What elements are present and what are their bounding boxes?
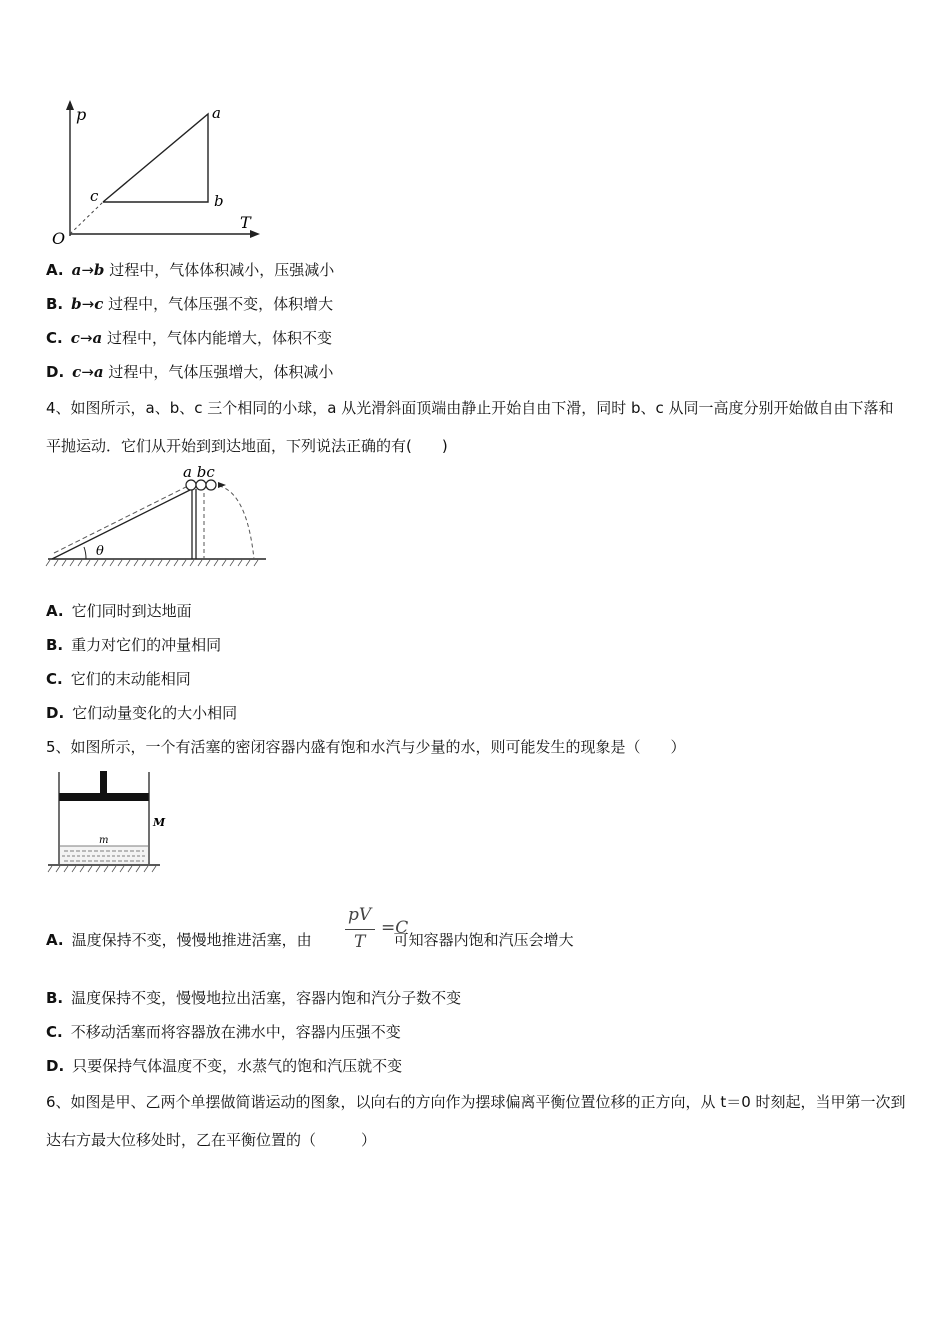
ball-c <box>206 480 216 490</box>
incline-surface <box>52 489 192 559</box>
q6-stem: 6、如图是甲、乙两个单摆做简谐运动的图象，以向右的方向作为摆球偏离平衡位置位移的正方向，从 t＝0 时刻起，当甲第一次到达右方最大位移处时，乙在平衡位置的（ ） <box>46 1093 906 1149</box>
piston-plate <box>59 793 149 801</box>
ball-a <box>186 480 196 490</box>
q4-option-a: A. 它们同时到达地面 <box>46 602 192 620</box>
cycle-triangle <box>103 114 208 202</box>
q4-option-c: C. 它们的末动能相同 <box>46 670 191 688</box>
piston-rod <box>100 771 107 795</box>
q3-option-c: C. c→a 过程中，气体内能增大，体积不变 <box>46 329 332 347</box>
label-m-upper: M <box>153 816 166 829</box>
p-axis-arrow <box>66 100 74 110</box>
projectile-path-dashed <box>212 485 254 559</box>
angle-arc <box>84 547 86 559</box>
point-a-label: a <box>212 104 221 122</box>
origin-dashed-line <box>70 202 103 234</box>
q5-option-c: C. 不移动活塞而将容器放在沸水中，容器内压强不变 <box>46 1023 401 1041</box>
point-c-label: c <box>90 187 99 205</box>
ball-b <box>196 480 206 490</box>
q3-option-d: D. c→a 过程中，气体压强增大，体积减小 <box>46 363 334 381</box>
formula-fraction-bar <box>345 929 375 930</box>
q4-option-b: B. 重力对它们的冲量相同 <box>46 636 222 654</box>
label-m-lower: m <box>99 835 109 846</box>
q3-option-a: A. a→b 过程中，气体体积减小，压强减小 <box>46 261 335 279</box>
p-axis-label: p <box>76 105 87 124</box>
point-b-label: b <box>214 192 224 210</box>
q5-stem: 5、如图所示，一个有活塞的密闭容器内盛有饱和水汽与少量的水，则可能发生的现象是（ ） <box>46 738 686 756</box>
q4-option-d: D. 它们动量变化的大小相同 <box>46 704 238 722</box>
formula-numerator: pV <box>348 905 372 925</box>
origin-label: O <box>52 229 66 248</box>
theta-label: θ <box>96 544 104 559</box>
t-axis-label: T <box>240 213 251 232</box>
formula-rhs: =C <box>381 918 409 938</box>
piston-container-figure <box>46 768 176 876</box>
q5-option-a: A. 温度保持不变，慢慢地推进活塞，由 可知容器内饱和汽压会增大 <box>46 931 574 949</box>
q5-option-d: D. 只要保持气体温度不变，水蒸气的饱和汽压就不变 <box>46 1057 403 1075</box>
balls-label: a bc <box>183 463 215 481</box>
formula-denominator: T <box>354 932 366 952</box>
t-axis-arrow <box>250 230 260 238</box>
incline-path-dashed <box>54 487 186 553</box>
q4-stem: 4、如图所示，a、b、c 三个相同的小球，a 从光滑斜面顶端由静止开始自由下滑，同时 b、c 从同一高度分别开始做自由下落和平抛运动．它们从开始到到达地面，下列说法正确的有( ) <box>46 399 894 455</box>
q3-option-b: B. b→c 过程中，气体压强不变，体积增大 <box>46 295 334 313</box>
q5-option-b: B. 温度保持不变，慢慢地拉出活塞，容器内饱和汽分子数不变 <box>46 989 462 1007</box>
pt-graph-figure <box>50 98 270 248</box>
incline-figure <box>46 463 276 571</box>
